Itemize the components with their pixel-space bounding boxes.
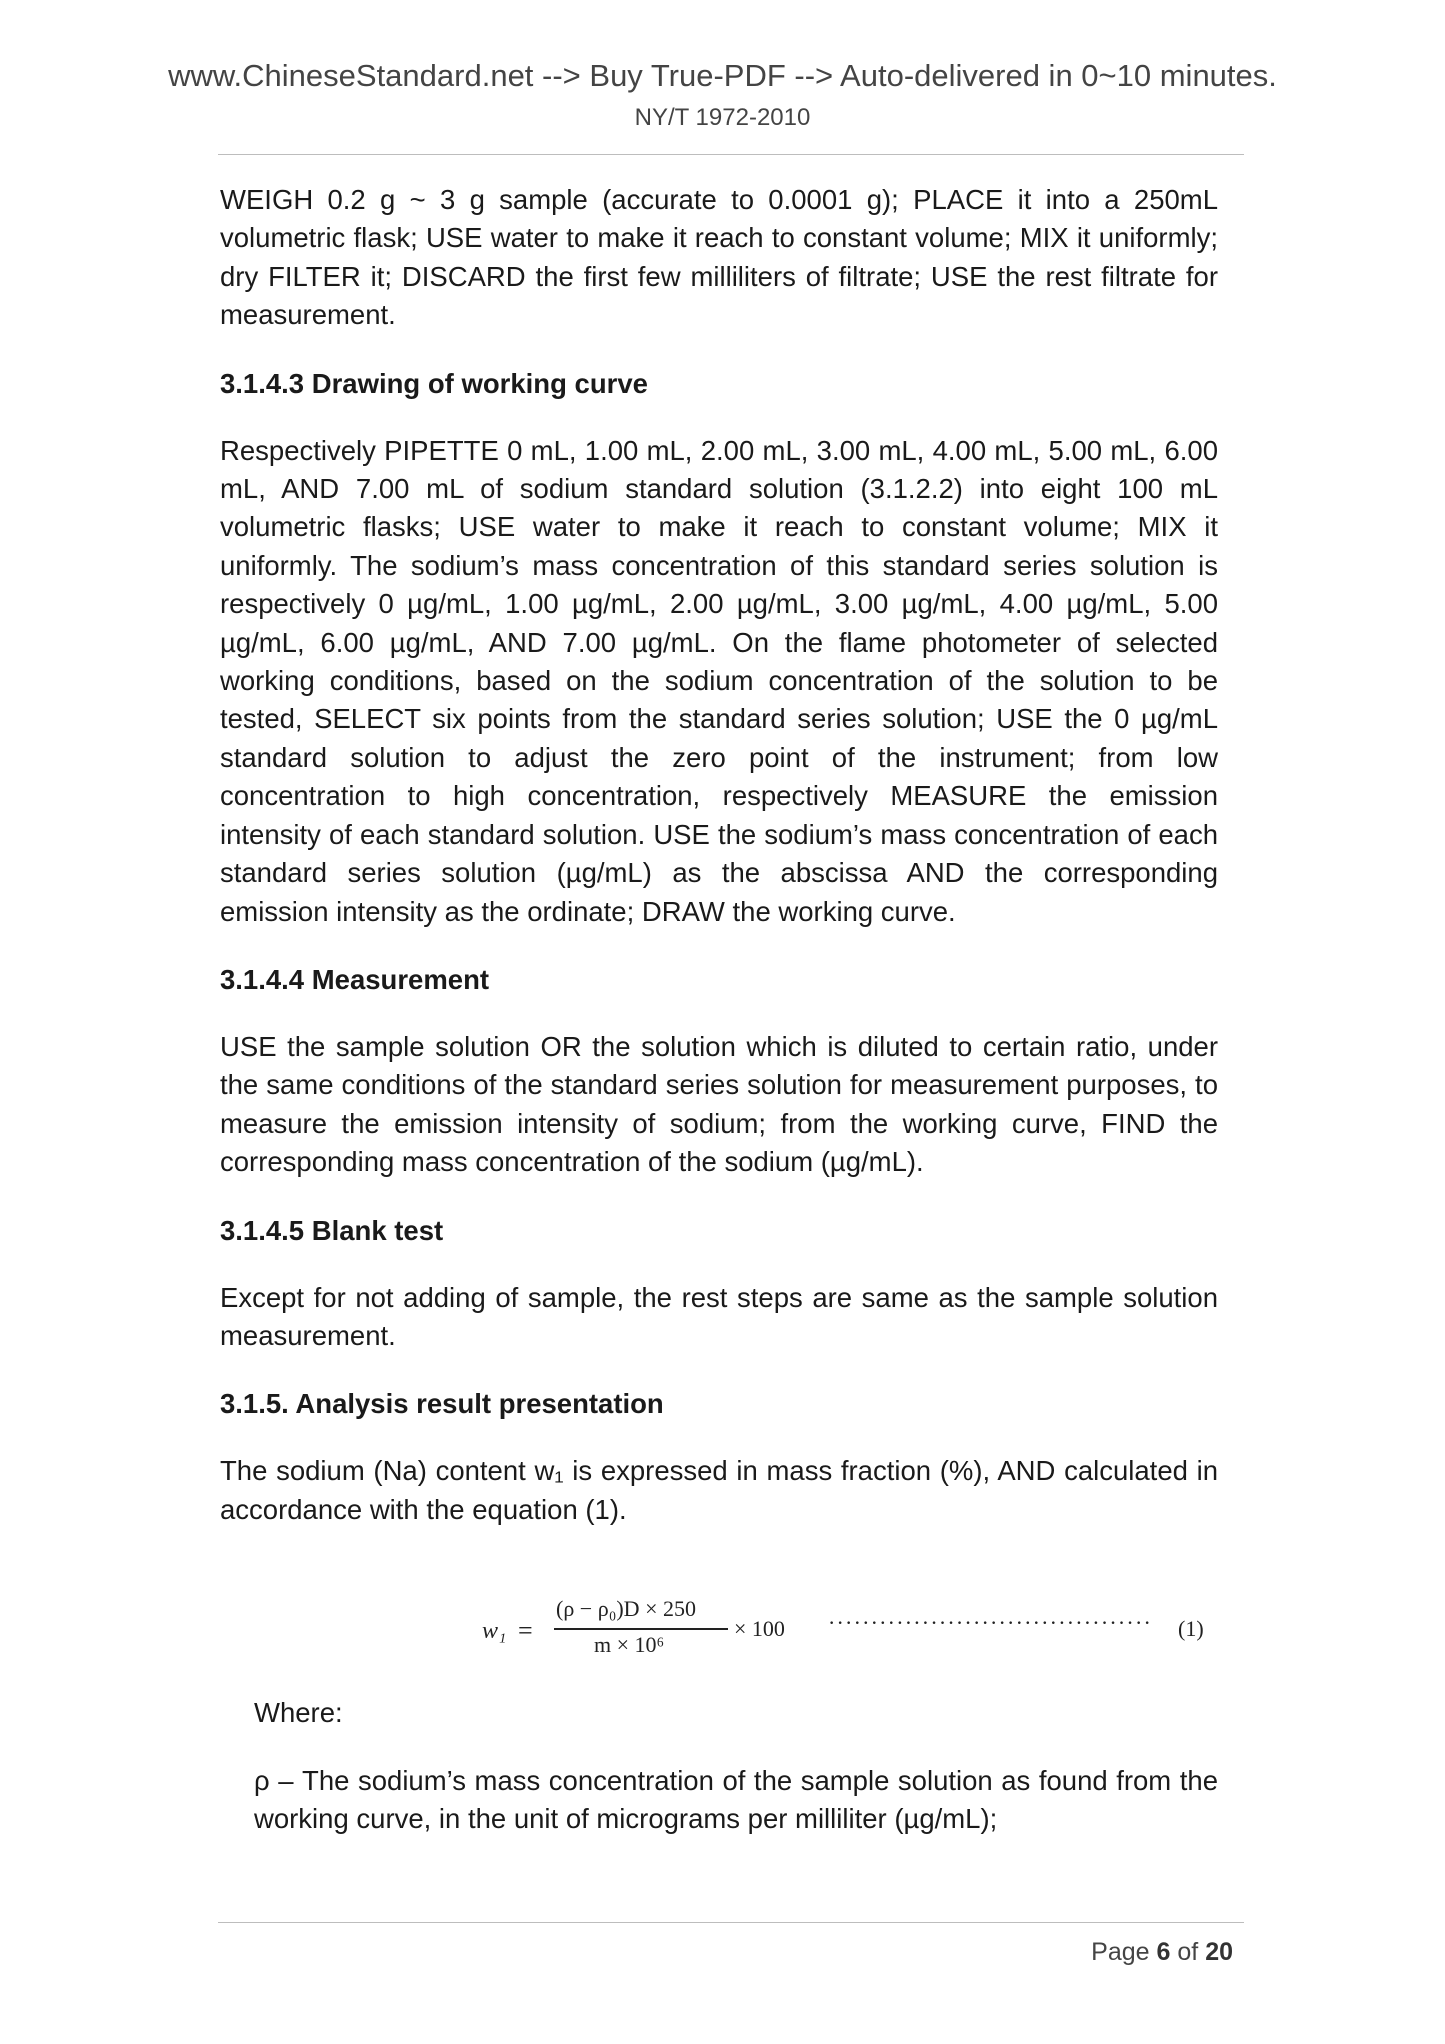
total-pages: 20 <box>1205 1938 1233 1966</box>
equation-1 <box>478 1596 1218 1666</box>
equation-lhs: w₁ <box>482 1618 507 1644</box>
heading-3-1-4-3: 3.1.4.3 Drawing of working curve <box>220 367 648 399</box>
current-page-number: 6 <box>1156 1938 1171 1966</box>
page-indicator <box>1091 1938 1233 1967</box>
heading-3-1-4-5: 3.1.4.5 Blank test <box>220 1214 444 1246</box>
of-word: of <box>1177 1938 1199 1966</box>
paragraph-result-presentation: The sodium (Na) content w₁ is expressed in mass fraction (%), AND calculated in accordance with the equation (1). <box>220 1455 1218 1525</box>
standard-number: NY/T 1972-2010 <box>634 104 811 131</box>
footer-divider <box>218 1922 1244 1923</box>
equation-equals: = <box>518 1616 533 1645</box>
page-word: Page <box>1091 1938 1150 1966</box>
heading-3-1-4-4: 3.1.4.4 Measurement <box>220 963 490 995</box>
equation-number: (1) <box>1178 1616 1204 1641</box>
paragraph-blank-test: Except for not adding of sample, the rest steps are same as the sample solution measurement. <box>220 1281 1218 1351</box>
equation-numerator: (ρ − ρ₀)D × 250 <box>556 1596 696 1621</box>
where-label: Where: <box>254 1697 343 1728</box>
fraction-bar <box>554 1628 728 1630</box>
paragraph-working-curve: Respectively PIPETTE 0 mL, 1.00 mL, 2.00 mL, 3.00 mL, 4.00 mL, 5.00 mL, 6.00 mL, AND 7.00 mL of sodium standard solution (3.1.2.2) into eight 100 mL volumetric flasks; USE water to make it reach to constant volume; MIX it uniformly. The sodium’s mass concentration of this standard series solution is respectively 0 µg/mL, 1.00 µg/mL, 2.00 µg/mL, 3.00 µg/mL, 4.00 µg/mL, 5.00 µg/mL, 6.00 µg/mL, AND 7.00 µg/mL. On the flame photometer of selected working conditions, based on the sodium concentration of the solution to be tested, SELECT six points from the standard series solution; USE the 0 µg/mL standard solution to adjust the zero point of the instrument; from low concentration to high concentration, respectively MEASURE the emission intensity of each standard solution. USE the sodium’s mass concentration of each standard series solution (µg/mL) as the abscissa AND the corresponding emission intensity as the ordinate; DRAW the working curve. <box>220 434 1218 927</box>
paragraph-measurement: USE the sample solution OR the solution which is diluted to certain ratio, under the same conditions of the standard series solution for measurement purposes, to measure the emission intensity of sodium; from the working curve, FIND the corresponding mass concentration of the sodium (µg/mL). <box>220 1030 1218 1178</box>
equation-denominator: m × 10⁶ <box>594 1632 665 1657</box>
equation-multiplier: × 100 <box>734 1616 785 1641</box>
header-site-banner: www.ChineseStandard.net --> Buy True-PDF --> Auto-delivered in 0~10 minutes. <box>168 58 1277 93</box>
paragraph-weigh: WEIGH 0.2 g ~ 3 g sample (accurate to 0.0001 g); PLACE it into a 250mL volumetric flask; USE water to make it reach to constant volume; MIX it uniformly; dry FILTER it; DISCARD the first few milliliters of filtrate; USE the rest filtrate for measurement. <box>220 184 1218 331</box>
heading-3-1-5: 3.1.5. Analysis result presentation <box>220 1388 664 1420</box>
definition-rho: ρ – The sodium’s mass concentration of the sample solution as found from the working curve, in the unit of micrograms per milliliter (µg/mL); <box>254 1765 1218 1835</box>
document-body <box>220 181 1218 1529</box>
header-divider <box>218 154 1244 155</box>
equation-leader-dots: ······································ <box>828 1610 1152 1635</box>
